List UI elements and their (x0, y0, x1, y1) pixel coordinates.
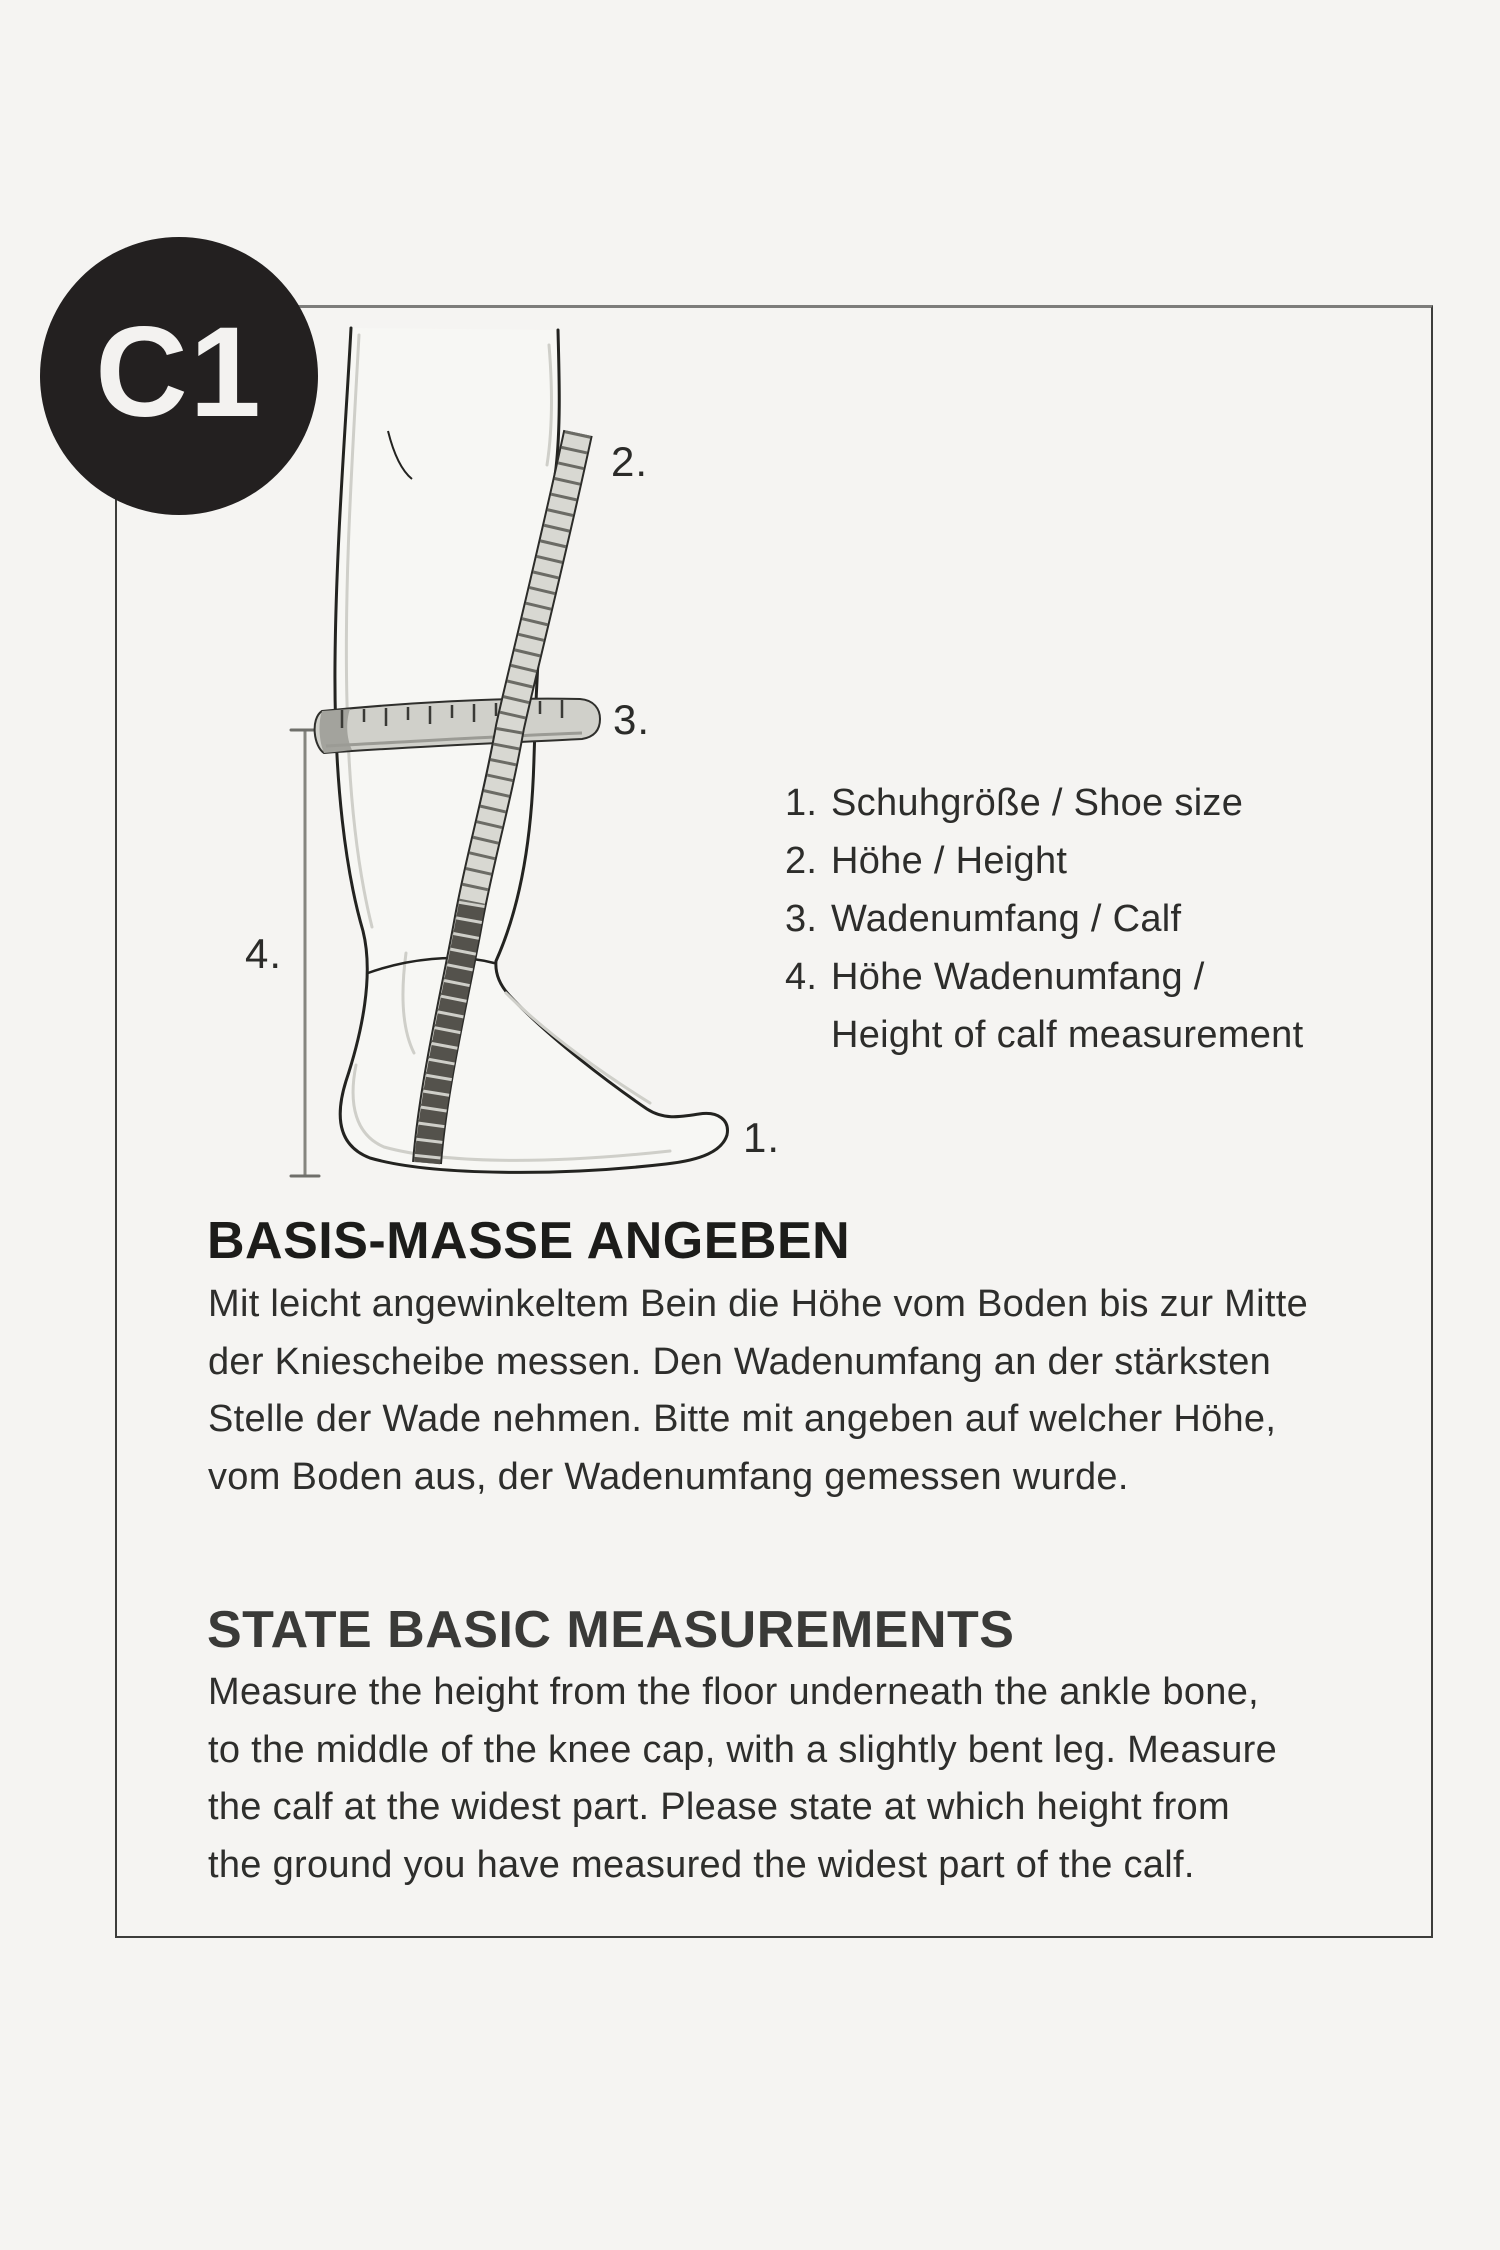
step-badge-label: C1 (95, 300, 263, 444)
legend-item-shoe-size (785, 774, 1303, 832)
legend-label: Höhe / Height (831, 840, 1068, 882)
paragraph-line: Measure the height from the floor underneath the ankle bone, (208, 1671, 1260, 1713)
legend-label: Höhe Wadenumfang / (831, 956, 1205, 998)
measuring-tape-horizontal (315, 699, 600, 753)
legend-item-height (785, 832, 1303, 890)
marker-calf-height: 4. (245, 930, 283, 977)
marker-calf: 3. (613, 696, 651, 743)
marker-shoe-size: 1. (743, 1114, 781, 1161)
paragraph-line: the ground you have measured the widest part of the calf. (208, 1843, 1195, 1886)
marker-height: 2. (611, 438, 649, 485)
heading-english: STATE BASIC MEASUREMENTS (207, 1601, 1015, 1659)
paragraph-line: the calf at the widest part. Please state at which height from (208, 1786, 1230, 1828)
calf-height-measure-line (291, 730, 319, 1176)
paragraph-line: Stelle der Wade nehmen. Bitte mit angeben auf welcher Höhe, (208, 1398, 1277, 1440)
paragraph-line: Mit leicht angewinkeltem Bein die Höhe vom Boden bis zur Mitte (208, 1283, 1309, 1325)
legend-item-calf-height (785, 948, 1303, 1006)
legend-num: 3. (785, 898, 818, 940)
paragraph-line: der Kniescheibe messen. Den Wadenumfang an der stärksten (208, 1340, 1272, 1383)
paragraph-english (208, 1664, 1277, 1894)
measurement-legend (785, 774, 1303, 1064)
heading-german: BASIS-MASSE ANGEBEN (207, 1212, 851, 1270)
legend-num: 1. (785, 782, 818, 824)
paragraph-line: vom Boden aus, der Wadenumfang gemessen wurde. (208, 1455, 1129, 1498)
size-guide-panel (115, 305, 1433, 1938)
step-badge (40, 237, 318, 515)
legend-item-calf (785, 890, 1303, 948)
paragraph-german (208, 1276, 1308, 1506)
legend-label: Wadenumfang / Calf (831, 898, 1182, 940)
legend-num: 4. (785, 956, 818, 998)
leg-outline (335, 328, 728, 1172)
legend-num: 2. (785, 840, 818, 882)
legend-item-calf-height-cont: Height of calf measurement (831, 1014, 1304, 1056)
paragraph-line: to the middle of the knee cap, with a slightly bent leg. Measure (208, 1728, 1278, 1771)
legend-label: Schuhgröße / Shoe size (831, 782, 1244, 824)
